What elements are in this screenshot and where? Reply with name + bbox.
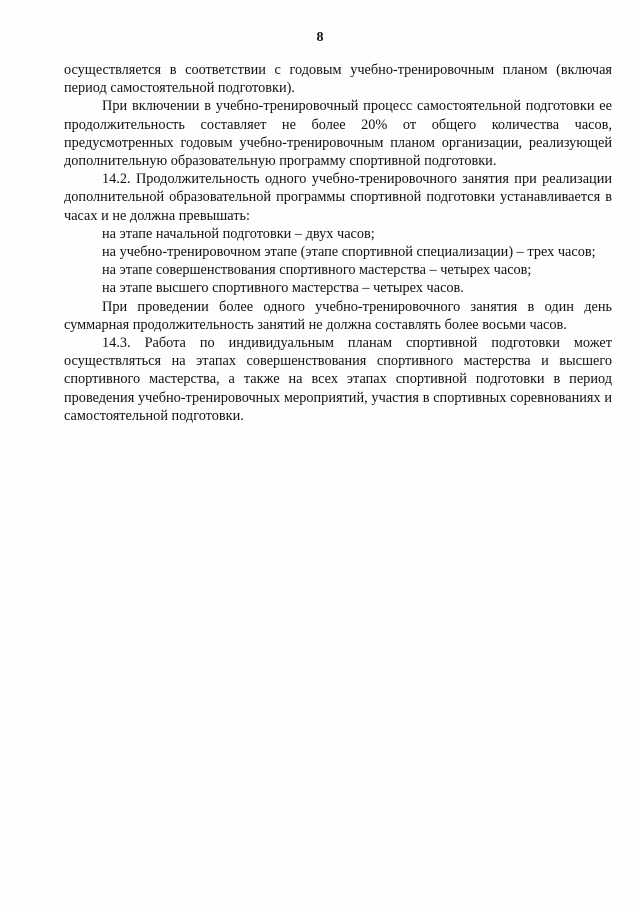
list-item-higher-stage: на этапе высшего спортивного мастерства – четырех часов.: [102, 280, 464, 297]
page-number: 8: [316, 30, 324, 45]
paragraph-self-training: При включении в учебно-тренировочный процесс самостоятельной подготовки ее продолжительность составляет не более 20% от общего количества часов, предусмотренных годовым учебно-тренировочным планом организации, реализующей дополнительную образовательную программу спортивной подготовки.: [64, 98, 612, 170]
paragraph-14-2: 14.2. Продолжительность одного учебно-тренировочного занятия при реализации дополнительной образовательной программы спортивной подготовки устанавливается в часах и не должна превышать:: [64, 171, 612, 224]
paragraph-continuation: осуществляется в соответствии с годовым учебно-тренировочным планом (включая период самостоятельной подготовки).: [64, 62, 612, 97]
paragraph-14-3: 14.3. Работа по индивидуальным планам спортивной подготовки может осуществляться на этапах совершенствования спортивного мастерства и высшего спортивного мастерства, а также на всех этапах спортивной подготовки в период проведения учебно-тренировочных мероприятий, участия в спортивных соревнованиях и самостоятельной подготовки.: [64, 335, 612, 424]
document-body: [64, 61, 612, 425]
list-item-improvement-stage: на этапе совершенствования спортивного мастерства – четырех часов;: [102, 262, 532, 279]
paragraph-daily-limit: При проведении более одного учебно-тренировочного занятия в один день суммарная продолжительность занятий не должна составлять более восьми часов.: [64, 298, 612, 333]
list-item-initial-stage: на этапе начальной подготовки – двух часов;: [102, 225, 375, 242]
list-item-training-stage: на учебно-тренировочном этапе (этапе спортивной специализации) – трех часов;: [102, 244, 596, 261]
